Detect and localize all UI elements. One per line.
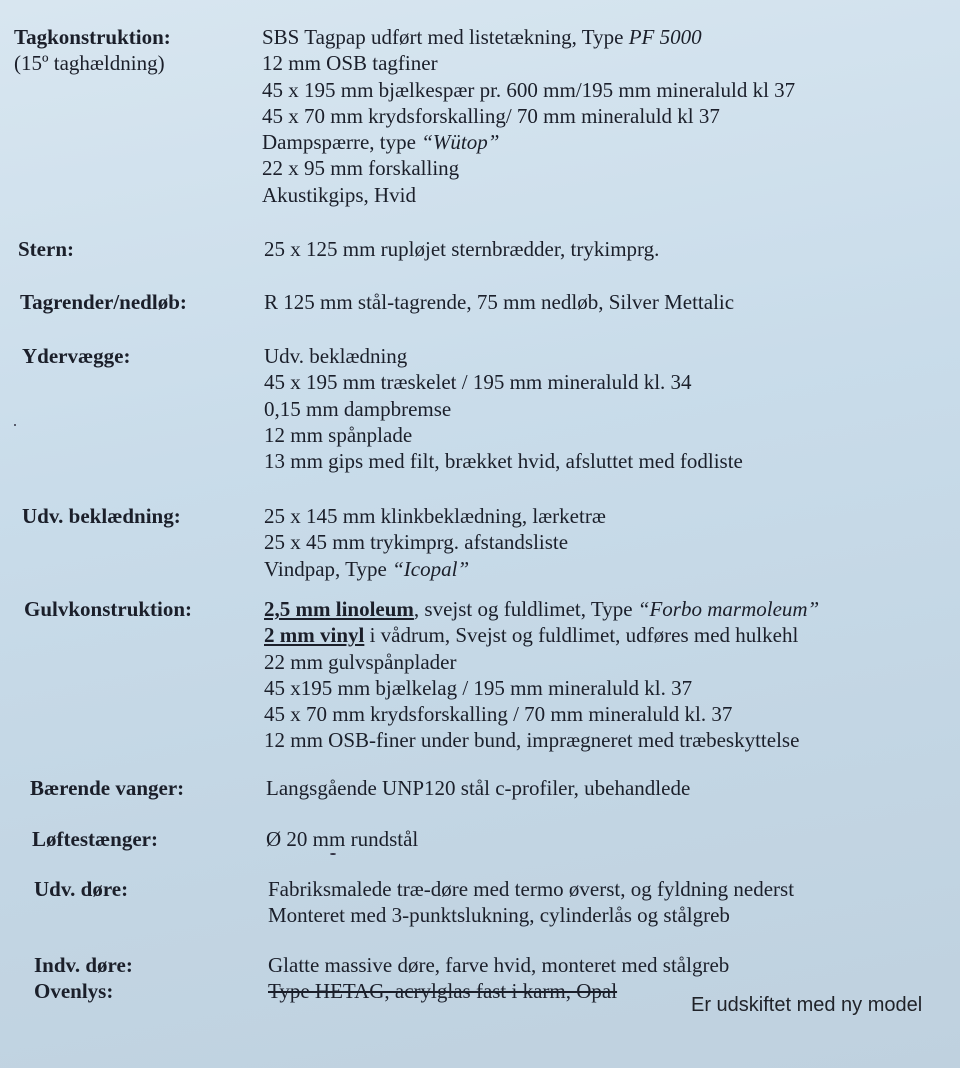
- text-line: Monteret med 3-punktslukning, cylinderlås og stålgreb: [268, 903, 730, 928]
- label-gulvkonstruktion: Gulvkonstruktion:: [24, 597, 193, 621]
- paper-speck: [330, 853, 336, 855]
- text-line: 0,15 mm dampbremse: [264, 396, 452, 421]
- label-indv-doere: Indv. døre:: [34, 953, 133, 977]
- section-indv-doere: [268, 952, 729, 978]
- label-tagkonstruktion: Tagkonstruktion: (15º taghældning): [14, 25, 171, 75]
- label-tagrender: Tagrender/nedløb:: [20, 290, 187, 314]
- text-line: R 125 mm stål-tagrende, 75 mm nedløb, Silver Mettalic: [264, 290, 735, 314]
- text-line: 2,5 mm linoleum, svejst og fuldlimet, Type “Forbo marmoleum”: [264, 597, 820, 621]
- text-line: 45 x 195 mm træskelet / 195 mm mineraluld kl. 34: [264, 370, 692, 395]
- text-line: Dampspærre, type “Wütop”: [262, 130, 500, 155]
- section-tagrender: [264, 289, 734, 315]
- text-line: SBS Tagpap udført med listetækning, Type PF 5000: [262, 25, 702, 49]
- text-line: Glatte massive døre, farve hvid, monteret med stålgreb: [268, 953, 730, 977]
- text-line: 12 mm OSB-finer under bund, imprægneret med træbeskyttelse: [264, 728, 800, 753]
- sublabel-taghaeldning: (15º taghældning): [14, 51, 165, 75]
- handwritten-note: Er udskiftet med ny model: [691, 994, 923, 1016]
- section-ydervaegge: [264, 343, 743, 474]
- text-line: Langsgående UNP120 stål c-profiler, ubehandlede: [266, 776, 691, 800]
- struck-text-line: Type HETAG, acrylglas fast i karm, Opal: [268, 979, 618, 1003]
- text-line: Vindpap, Type “Icopal”: [264, 556, 470, 581]
- text-line: Ø 20 mm rundstål: [266, 827, 419, 851]
- text-line: Akustikgips, Hvid: [262, 182, 417, 207]
- text-line: 45 x 70 mm krydsforskalling/ 70 mm mineraluld kl 37: [262, 103, 720, 128]
- text-line: Fabriksmalede træ-døre med termo øverst, og fyldning nederst: [268, 877, 795, 901]
- section-udv-doere: [268, 876, 794, 929]
- section-loeftestaenger: [266, 826, 418, 852]
- text-line: 22 mm gulvspånplader: [264, 649, 457, 674]
- text-line: 22 x 95 mm forskalling: [262, 156, 460, 181]
- section-tagkonstruktion: [262, 24, 795, 208]
- label-ydervaegge: Ydervægge:: [22, 344, 131, 368]
- section-baerende-vanger: [266, 775, 690, 801]
- paper-speck: [14, 424, 16, 426]
- text-line: 45 x 195 mm bjælkespær pr. 600 mm/195 mm mineraluld kl 37: [262, 77, 796, 102]
- text-line: 45 x195 mm bjælkelag / 195 mm mineraluld kl. 37: [264, 675, 693, 700]
- text-line: 25 x 145 mm klinkbeklædning, lærketræ: [264, 504, 606, 528]
- text-line: 25 x 45 mm trykimprg. afstandsliste: [264, 530, 569, 555]
- label-loeftestaenger: Løftestænger:: [32, 827, 158, 851]
- text-line: 25 x 125 mm rupløjet sternbrædder, trykimprg.: [264, 237, 660, 261]
- section-stern: [264, 236, 659, 262]
- text-line: 12 mm spånplade: [264, 422, 413, 447]
- label-ovenlys: Ovenlys:: [34, 979, 114, 1003]
- label-udv-bekladning: Udv. beklædning:: [22, 504, 181, 528]
- label-stern: Stern:: [18, 237, 74, 261]
- text-line: 2 mm vinyl i vådrum, Svejst og fuldlimet, udføres med hulkehl: [264, 623, 799, 648]
- text-line: Udv. beklædning: [264, 344, 408, 368]
- text-line: 12 mm OSB tagfiner: [262, 51, 438, 76]
- text-line: 45 x 70 mm krydsforskalling / 70 mm mineraluld kl. 37: [264, 702, 733, 727]
- section-gulvkonstruktion: [264, 596, 819, 754]
- label-udv-doere: Udv. døre:: [34, 877, 129, 901]
- text-line: 13 mm gips med filt, brækket hvid, afsluttet med fodliste: [264, 449, 743, 474]
- label-baerende-vanger: Bærende vanger:: [30, 776, 185, 800]
- section-udv-bekladning: [264, 503, 606, 582]
- section-ovenlys: [268, 978, 617, 1004]
